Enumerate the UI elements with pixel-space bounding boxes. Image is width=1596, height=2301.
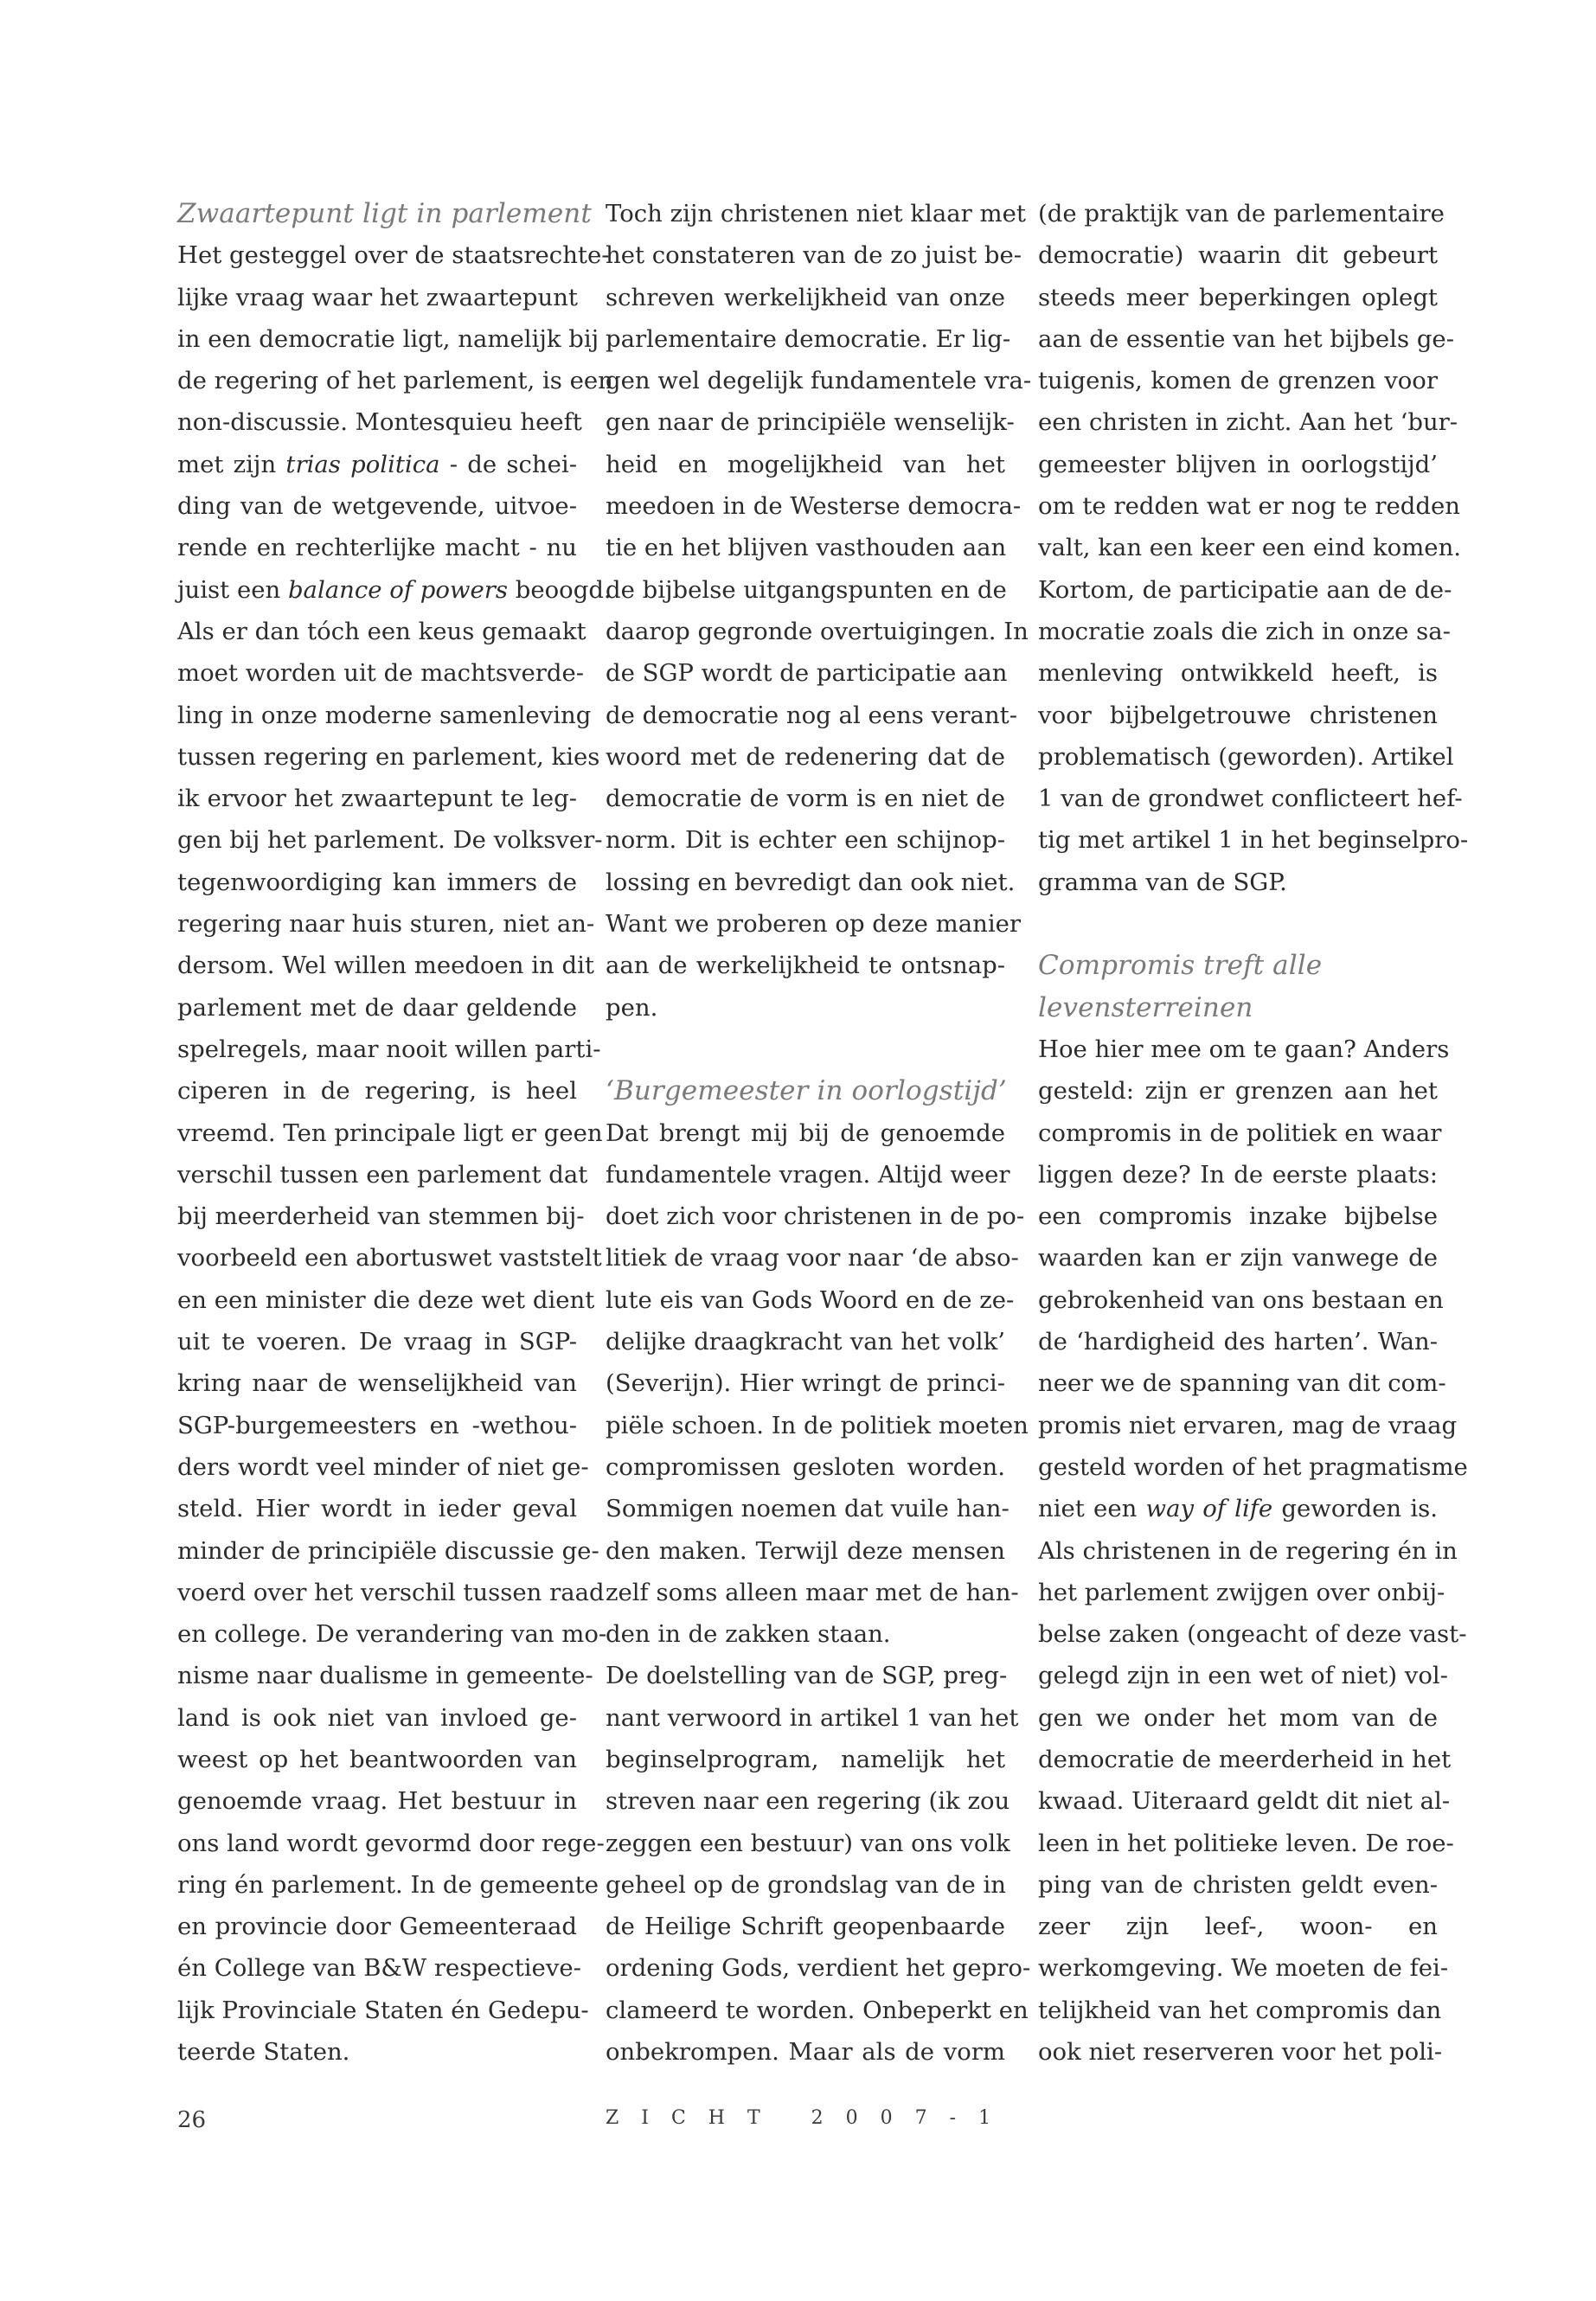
text-line: moet worden uit de machtsverde-	[177, 659, 585, 688]
text-line: lossing en bevredigt dan ook niet.	[606, 868, 1016, 896]
text-line: weest op het beantwoorden van	[177, 1745, 577, 1773]
text-line: om te redden wat er nog te redden	[1038, 492, 1460, 521]
text-line: doet zich voor christenen in de po-	[606, 1202, 1025, 1231]
text-line: voor bijbelgetrouwe christenen	[1038, 701, 1438, 729]
text-line: ring én parlement. In de gemeente	[177, 1870, 599, 1899]
text-line: ling in onze moderne samenleving	[177, 701, 592, 729]
text-line: land is ook niet van invloed ge-	[177, 1703, 577, 1732]
text-line: tie en het blijven vasthouden aan	[606, 534, 1007, 562]
text-line: en provincie door Gemeenteraad	[177, 1913, 577, 1941]
text-line: met zijn trias politica - de schei-	[177, 450, 578, 478]
text-line: nisme naar dualisme in gemeente-	[177, 1662, 593, 1690]
text-line: parlement met de daar geldende	[177, 993, 577, 1022]
text-line: waarden kan er zijn vanwege de	[1038, 1244, 1438, 1272]
text-line: valt, kan een keer een eind komen.	[1038, 534, 1462, 562]
text-line: promis niet ervaren, mag de vraag	[1038, 1411, 1458, 1439]
text-line: rende en rechterlijke macht - nu	[177, 534, 577, 562]
text-line: en college. De verandering van mo-	[177, 1620, 607, 1649]
text-line: ciperen in de regering, is heel	[177, 1077, 577, 1106]
text-line: een christen in zicht. Aan het ‘bur-	[1038, 408, 1458, 437]
text-line: en een minister die deze wet dient	[177, 1285, 595, 1314]
magazine-footer: ZICHT 2007-1	[606, 2107, 1014, 2129]
text-line: norm. Dit is echter een schijnop-	[606, 826, 1005, 855]
text-line: streven naar een regering (ik zou	[606, 1787, 1010, 1816]
text-line: delijke draagkracht van het volk’	[606, 1328, 1005, 1356]
text-line: liggen deze? In de eerste plaats:	[1038, 1160, 1438, 1189]
text-line: uit te voeren. De vraag in SGP-	[177, 1328, 577, 1356]
text-line: ders wordt veel minder of niet ge-	[177, 1452, 589, 1481]
text-line: genoemde vraag. Het bestuur in	[177, 1787, 577, 1816]
text-line: Kortom, de participatie aan de de-	[1038, 575, 1452, 604]
text-line: de bijbelse uitgangspunten en de	[606, 575, 1007, 604]
column-1	[177, 193, 613, 2073]
text-line: telijkheid van het compromis dan	[1038, 1996, 1442, 2024]
paragraph-gap	[1038, 903, 1438, 945]
text-line: democratie de vorm is en niet de	[606, 785, 1005, 813]
text-line: in een democratie ligt, namelijk bij	[177, 324, 599, 353]
text-line: gemeester blijven in oorlogstijd’	[1038, 450, 1438, 478]
text-line: gelegd zijn in een wet of niet) vol-	[1038, 1662, 1448, 1690]
text-line: Hoe hier mee om te gaan? Anders	[1038, 1035, 1450, 1063]
column-3	[1038, 193, 1469, 2073]
text-line: niet een way of life geworden is.	[1038, 1495, 1439, 1523]
text-line: gesteld worden of het pragmatisme	[1038, 1452, 1468, 1481]
section-heading-compromis: Compromis treft alle	[1038, 950, 1323, 982]
text-line: het constateren van de zo juist be-	[606, 241, 1022, 270]
text-line: leen in het politieke leven. De roe-	[1038, 1829, 1454, 1857]
text-line: den in de zakken staan.	[606, 1620, 891, 1649]
text-line: belse zaken (ongeacht of deze vast-	[1038, 1620, 1467, 1649]
text-line: ook niet reserveren voor het poli-	[1038, 2038, 1443, 2067]
text-line: voerd over het verschil tussen raad	[177, 1578, 605, 1606]
text-line: woord met de redenering dat de	[606, 742, 1005, 771]
section-heading-burgemeester: ‘Burgemeester in oorlogstijd’	[606, 1075, 1007, 1107]
text-line: gen wel degelijk fundamentele vra-	[606, 367, 1032, 395]
text-line: tegenwoordiging kan immers de	[177, 868, 577, 896]
text-line: compromis in de politiek en waar	[1038, 1118, 1442, 1147]
text-line: juist een balance of powers beoogd.	[177, 575, 612, 604]
text-line: de regering of het parlement, is een	[177, 367, 613, 395]
text-line: een compromis inzake bijbelse	[1038, 1202, 1438, 1231]
text-line: regering naar huis sturen, niet an-	[177, 910, 595, 939]
text-line: meedoen in de Westerse democra-	[606, 492, 1022, 521]
text-line: clameerd te worden. Onbeperkt en	[606, 1996, 1029, 2024]
text-line: gen naar de principiële wenselijk-	[606, 408, 1015, 437]
text-line: lijke vraag waar het zwaartepunt	[177, 283, 578, 311]
text-line: beginselprogram, namelijk het	[606, 1745, 1005, 1773]
text-line: ons land wordt gevormd door rege-	[177, 1829, 605, 1857]
text-line: Toch zijn christenen niet klaar met	[606, 200, 1026, 228]
text-line: ordening Gods, verdient het gepro-	[606, 1954, 1031, 1983]
text-line: het parlement zwijgen over onbij-	[1038, 1578, 1445, 1606]
text-line: werkomgeving. We moeten de fei-	[1038, 1954, 1449, 1983]
text-line: tig met artikel 1 in het beginselpro-	[1038, 826, 1469, 855]
text-line: 1 van de grondwet conflicteert hef-	[1038, 785, 1463, 813]
text-line: de democratie nog al eens verant-	[606, 701, 1017, 729]
text-line: ding van de wetgevende, uitvoe-	[177, 492, 577, 521]
text-line: (de praktijk van de parlementaire	[1038, 200, 1445, 228]
text-line: (Severijn). Hier wringt de princi-	[606, 1369, 1005, 1398]
text-line: geheel op de grondslag van de in	[606, 1870, 1006, 1899]
text-line: onbekrompen. Maar als de vorm	[606, 2038, 1005, 2067]
text-line: bij meerderheid van stemmen bij-	[177, 1202, 585, 1231]
text-line: tuigenis, komen de grenzen voor	[1038, 367, 1438, 395]
text-line: daarop gegronde overtuigingen. In	[606, 617, 1029, 645]
text-line: pen.	[606, 993, 658, 1022]
text-line: kring naar de wenselijkheid van	[177, 1369, 577, 1398]
text-line: teerde Staten.	[177, 2038, 350, 2067]
text-line: nant verwoord in artikel 1 van het	[606, 1703, 1019, 1732]
text-line: vreemd. Ten principale ligt er geen	[177, 1118, 603, 1147]
text-line: neer we de spanning van dit com-	[1038, 1369, 1446, 1398]
text-line: zelf soms alleen maar met de han-	[606, 1578, 1019, 1606]
text-line: menleving ontwikkeld heeft, is	[1038, 659, 1438, 688]
text-line: steeds meer beperkingen oplegt	[1038, 283, 1438, 311]
text-line: schreven werkelijkheid van onze	[606, 283, 1005, 311]
text-line: lijk Provinciale Staten én Gedepu-	[177, 1996, 589, 2024]
text-line: dersom. Wel willen meedoen in dit	[177, 952, 594, 980]
text-line: zeggen een bestuur) van ons volk	[606, 1829, 1010, 1857]
text-line: minder de principiële discussie ge-	[177, 1536, 599, 1565]
italic-term: trias politica	[285, 450, 440, 478]
text-line: voorbeeld een abortuswet vaststelt	[177, 1244, 602, 1272]
page-number: 26	[177, 2107, 207, 2133]
italic-term: balance of powers	[287, 575, 508, 604]
text-line: SGP-burgemeesters en -wethou-	[177, 1411, 577, 1439]
text-line: de ‘hardigheid des harten’. Wan-	[1038, 1328, 1438, 1356]
column-2	[606, 193, 1032, 2073]
text-line: De doelstelling van de SGP, preg-	[606, 1662, 1008, 1690]
italic-term: way of life	[1145, 1495, 1273, 1523]
text-line: gesteld: zijn er grenzen aan het	[1038, 1077, 1438, 1106]
paragraph-gap	[606, 1029, 1005, 1070]
text-line: kwaad. Uiteraard geldt dit niet al-	[1038, 1787, 1451, 1816]
text-line: aan de werkelijkheid te ontsnap-	[606, 952, 1005, 980]
text-line: parlementaire democratie. Er lig-	[606, 324, 1011, 353]
text-line: steld. Hier wordt in ieder geval	[177, 1495, 577, 1523]
text-line: gen bij het parlement. De volksver-	[177, 826, 603, 855]
text-line: zeer zijn leef-, woon- en	[1038, 1913, 1438, 1941]
text-line: problematisch (geworden). Artikel	[1038, 742, 1454, 771]
text-line: Want we proberen op deze manier	[606, 910, 1022, 939]
text-line: én College van B&W respectieve-	[177, 1954, 581, 1983]
section-heading-zwaartepunt: Zwaartepunt ligt in parlement	[177, 198, 592, 229]
text-line: spelregels, maar nooit willen parti-	[177, 1035, 601, 1063]
text-line: aan de essentie van het bijbels ge-	[1038, 324, 1454, 353]
text-line: Als er dan tóch een keus gemaakt	[177, 617, 586, 645]
text-line: ik ervoor het zwaartepunt te leg-	[177, 785, 577, 813]
text-line: tussen regering en parlement, kies	[177, 742, 600, 771]
text-line: litiek de vraag voor naar ‘de abso-	[606, 1244, 1019, 1272]
text-line: gebrokenheid van ons bestaan en	[1038, 1285, 1444, 1314]
text-line: Het gesteggel over de staatsrechte-	[177, 241, 610, 270]
text-line: heid en mogelijkheid van het	[606, 450, 1005, 478]
text-line: den maken. Terwijl deze mensen	[606, 1536, 1005, 1565]
text-line: gen we onder het mom van de	[1038, 1703, 1438, 1732]
text-line: fundamentele vragen. Altijd weer	[606, 1160, 1010, 1189]
text-line: de Heilige Schrift geopenbaarde	[606, 1913, 1005, 1941]
text-line: Sommigen noemen dat vuile han-	[606, 1495, 1010, 1523]
text-line: ping van de christen geldt even-	[1038, 1870, 1438, 1899]
text-line: de SGP wordt de participatie aan	[606, 659, 1008, 688]
text-line: Als christenen in de regering én in	[1038, 1536, 1458, 1565]
text-line: mocratie zoals die zich in onze sa-	[1038, 617, 1451, 645]
text-line: lute eis van Gods Woord en de ze-	[606, 1285, 1015, 1314]
text-line: gramma van de SGP.	[1038, 868, 1287, 896]
text-line: compromissen gesloten worden.	[606, 1452, 1005, 1481]
text-line: Dat brengt mij bij de genoemde	[606, 1118, 1005, 1147]
section-heading-compromis-continued: levensterreinen	[1038, 991, 1253, 1023]
text-line: verschil tussen een parlement dat	[177, 1160, 588, 1189]
text-line: democratie de meerderheid in het	[1038, 1745, 1452, 1773]
text-line: piële schoen. In de politiek moeten	[606, 1411, 1029, 1439]
text-line: democratie) waarin dit gebeurt	[1038, 241, 1438, 270]
text-line: non-discussie. Montesquieu heeft	[177, 408, 582, 437]
